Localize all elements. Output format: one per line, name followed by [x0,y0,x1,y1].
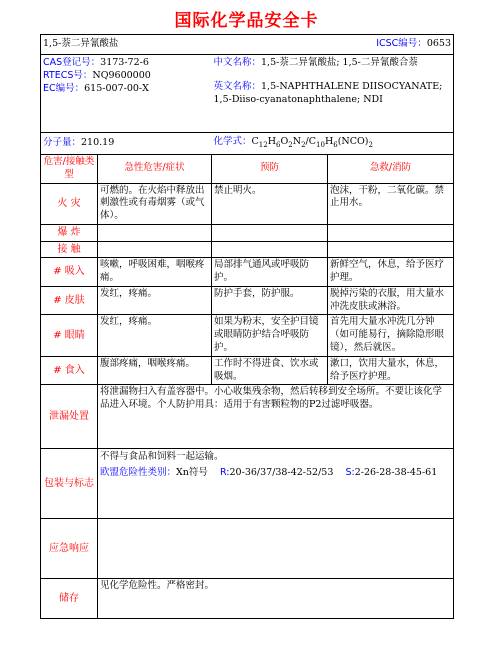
cn-name-value: 1,5-萘二异氰酸盐; 1,5-二异氰酸合萘 [261,57,418,68]
row-prevention [212,241,328,258]
spill-text: 将泄漏物扫入有盖容器中。小心收集残余物，然后转移到安全场所。不要让该化学品进入环境。个人防护用具：适用于有害颗粒物的P2过滤呼吸器。 [98,385,454,449]
icsc-label: ICSC编号： [376,38,427,50]
cn-name-label: 中文名称： [213,57,262,68]
row-first-aid: 首先用大量水冲洗几分钟（如可能易行，摘除隐形眼镜），然后就医。 [328,315,454,356]
r-label: R: [220,467,230,479]
s-label: S: [345,467,355,479]
row-acute: 发红，疼痛。 [98,286,212,315]
ec-value: 615-007-00-X [84,82,149,94]
row-prevention: 如果为粉末，安全护目镜或眼睛防护结合呼吸防护。 [212,315,328,356]
hazard-row-ingestion [41,356,454,385]
row-first-aid: 脱掉污染的衣服，用大量水冲洗皮肤或淋浴。 [328,286,454,315]
molecular-row [41,133,454,155]
row-type: # 食入 [41,356,98,385]
packaging-label: 包装与标志 [41,449,98,519]
rtecs-label: RTECS号： [43,69,93,81]
row-prevention [212,225,328,242]
packaging-line1: 不得与食品和饲料一起运输。 [100,451,224,463]
emergency-label: 应急响应 [41,519,98,579]
card-title: 国际化学品安全卡 [174,11,319,31]
row-acute: 腹部疼痛，咽喉疼痛。 [98,356,212,385]
icsc-value: 0653 [426,38,451,50]
hazard-row-inhalation [41,258,454,287]
row-first-aid: 新鲜空气，休息，给予医疗护理。 [328,258,454,287]
storage-text: 见化学危险性。严格密封。 [98,579,454,619]
emergency-text [98,519,454,579]
row-prevention: 工作时不得进食、饮水或吸烟。 [212,356,328,385]
row-type: 接 触 [41,241,98,258]
col-prevention-header: 预防 [212,155,328,184]
row-first-aid [328,241,454,258]
hazard-row-skin [41,286,454,315]
row-acute: 咳嗽，呼吸困难，咽喉疼痛。 [98,258,212,287]
hazard-row-fire [41,183,454,224]
hazard-row-eyes [41,315,454,356]
eu-class-label: 欧盟危险性类别： [100,467,177,479]
formula-label: 化学式： [213,136,252,148]
row-type: # 吸入 [41,258,98,287]
cas-label: CAS登记号： [43,57,101,68]
row-prevention: 局部排气通风或呼吸防护。 [212,258,328,287]
storage-row [41,579,454,619]
row-first-aid: 泡沫，干粉，二氧化碳。禁止用水。 [328,183,454,224]
formula-render: $C_{12}H_6O_2N_2/C_{10}H_6(NCO)_2$ [251,136,373,150]
spill-row [41,385,454,449]
mol-weight-label: 分子量： [43,137,82,149]
col-first-aid-header: 急救/消防 [328,155,454,184]
safety-card-table [40,34,454,619]
row-acute [98,225,212,242]
hazard-row-contact [41,241,454,258]
col-type-header: 危害/接触类型 [41,155,98,184]
spill-label: 泄漏处置 [41,385,98,449]
emergency-row [41,519,454,579]
eu-class-value: Xn符号 [176,467,208,479]
cas-value: 3173-72-6 [100,57,149,68]
ec-label: EC编号： [43,82,85,94]
en-name-value: 1,5-NAPHTHALENE DIISOCYANATE; 1,5-Diiso-cyanatonaphthalene; NDI [213,80,443,105]
identifiers-row [41,55,454,133]
col-acute-header: 急性危害/症状 [98,155,212,184]
chemical-name: 1,5-萘二异氰酸盐 [43,38,119,50]
row-acute [98,241,212,258]
en-name-label: 英文名称： [213,80,262,92]
row-type: 爆 炸 [41,225,98,242]
header-row [41,35,454,55]
row-first-aid: 漱口，饮用大量水，休息，给予医疗护理。 [328,356,454,385]
storage-label: 储存 [41,579,98,619]
row-prevention: 防护手套，防护服。 [212,286,328,315]
row-type: 火 灾 [41,183,98,224]
r-value: 20-36/37/38-42-52/53 [229,467,334,479]
row-first-aid [328,225,454,242]
column-header-row [41,155,454,184]
hazard-row-explosion [41,225,454,242]
row-prevention: 禁止明火。 [212,183,328,224]
packaging-row [41,449,454,519]
row-acute: 发红，疼痛。 [98,315,212,356]
rtecs-value: NQ9600000 [92,69,151,81]
row-type: # 眼睛 [41,315,98,356]
row-acute: 可燃的。在火焰中释放出刺激性或有毒烟雾（或气体）。 [98,183,212,224]
s-value: 2-26-28-38-45-61 [354,467,438,479]
row-type: # 皮肤 [41,286,98,315]
mol-weight-value: 210.19 [81,137,115,149]
